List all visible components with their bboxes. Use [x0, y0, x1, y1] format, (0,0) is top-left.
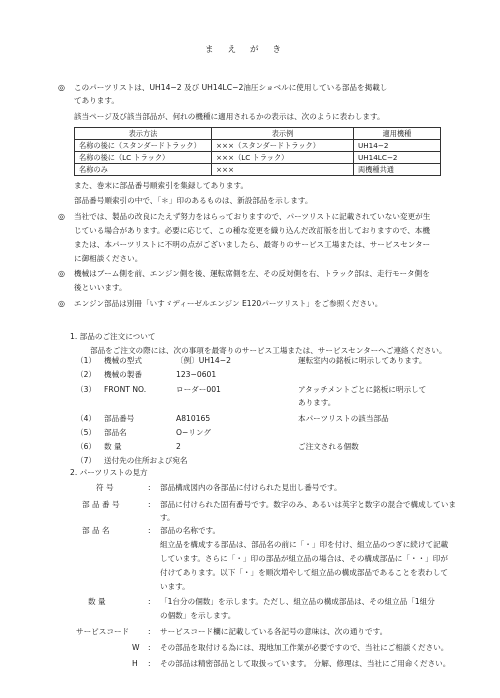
term-text: います。: [160, 582, 190, 591]
term-text: しています。さらに「・」印の部品が組立品の場合は、その構成部品に「・・」印が: [160, 554, 448, 563]
bullet-icon: ◎: [58, 83, 65, 92]
table-row: [75, 164, 441, 176]
order-item-number: （7）: [76, 456, 97, 465]
table-row: [75, 140, 441, 152]
term-label: 部 品 名: [82, 526, 110, 535]
term-label: 数 量: [88, 597, 106, 606]
order-item-label: 機械の製番: [104, 370, 142, 379]
intro-text: てあります。: [74, 96, 119, 105]
order-item-number: （4）: [76, 414, 97, 423]
term-label: W: [132, 643, 140, 652]
term-text: 付けてあります。以下「・」を順次増やして組立品の構成部品であることを表わして: [160, 568, 448, 577]
intro-text: じている場合があります。必要に応じて、この種な変更を織り込んだ改訂版を出しておりますので、本機: [74, 226, 430, 235]
colon: :: [148, 627, 151, 636]
table-header: 適用機種: [354, 128, 441, 140]
order-item-number: （6）: [76, 442, 97, 451]
order-item-label: 部品番号: [104, 414, 135, 423]
table-cell: ×××（LC トラック）: [212, 152, 354, 164]
order-item-note: 運転室内の銘板に明示してあります。: [298, 356, 427, 365]
order-item-value: ローダー001: [176, 385, 221, 394]
term-label: サービスコード: [76, 627, 130, 636]
table-cell: UH14−2: [354, 140, 441, 152]
term-text: その部品は精密部品として取扱っています。 分解、修理は、当社にご用命ください。: [160, 659, 451, 668]
bullet-icon: ◎: [58, 269, 65, 278]
colon: :: [148, 659, 151, 668]
order-item-number: （2）: [76, 370, 97, 379]
intro-text: また、巻末に部品番号順索引を集録してあります。: [74, 181, 249, 190]
order-item-note: 本パーツリストの該当部品: [298, 414, 389, 423]
term-text: サービスコード欄に記載している各記号の意味は、次の通りです。: [160, 627, 388, 636]
page-title: まえがき: [204, 45, 295, 55]
intro-text: または、本パーツリストに不明の点がございましたら、最寄りのサービス工場または、サービスセンター: [74, 240, 431, 249]
table-cell: 名称のみ: [75, 164, 212, 176]
table-cell: 名称の後に（スタンダードトラック）: [75, 140, 212, 152]
intro-text: に御相談ください。: [74, 254, 143, 263]
order-item-label: 機械の型式: [104, 356, 142, 365]
term-text: 「1台分の個数」を示します。ただし、組立品の構成部品は、その組立品「1組分: [160, 597, 435, 606]
order-item-value: 〔例〕UH14−2: [176, 356, 231, 365]
table-cell: ×××（スタンダードトラック）: [212, 140, 354, 152]
section-text: 部品をご注文の際には、次の事項を最寄りのサービス工場または、サービスセンターへご連絡ください。: [90, 346, 447, 355]
intro-text: エンジン部品は別冊「いすゞディーゼルエンジン E120パーツリスト」をご参照ください。: [74, 299, 383, 308]
order-item-value: A810165: [176, 414, 211, 423]
table-cell: UH14LC−2: [354, 152, 441, 164]
intro-text: 機械はブーム側を前、エンジン側を後、運転席側を左、その反対側を右、トラック部は、走行モータ側を: [74, 269, 430, 278]
section-heading: 1. 部品のご注文について: [70, 332, 156, 341]
term-label: H: [132, 659, 138, 668]
order-item-value: 2: [176, 442, 181, 451]
intro-text: 当社では、製品の改良にたえず努力をはらっておりますので、パーツリストに記載されていない変更が生: [74, 212, 431, 221]
order-item-note: ご注文される個数: [298, 442, 359, 451]
table-cell: 両機種共通: [354, 164, 441, 176]
term-text: 組立品を構成する部品は、部品名の前に「・」印を付け、組立品のつぎに続けて記載: [160, 540, 449, 549]
colon: :: [148, 643, 151, 652]
bullet-icon: ◎: [58, 212, 65, 221]
table-header: 表示例: [212, 128, 354, 140]
order-item-number: （5）: [76, 428, 97, 437]
order-item-number: （1）: [76, 356, 97, 365]
order-item-note: あります。: [298, 398, 336, 407]
table-cell: 名称の後に（LC トラック）: [75, 152, 212, 164]
intro-text: このパーツリストは、UH14−2 及び UH14LC−2油圧ショベルに使用している部品を掲載し: [74, 83, 388, 92]
table-cell: ×××: [212, 164, 354, 176]
colon: :: [148, 526, 151, 535]
term-text: その部品を取付ける為には、現地加工作業が必要ですので、当社にご相談ください。: [160, 643, 449, 652]
intro-text: 部品番号順索引の中で、「＊」印のあるものは、新設部品を示します。: [74, 196, 313, 205]
order-item-label: FRONT NO.: [104, 385, 147, 394]
order-item-note: アタッチメントごとに銘板に明示して: [298, 385, 427, 394]
colon: :: [148, 500, 151, 509]
term-label: 部 品 番 号: [82, 500, 120, 509]
order-item-label: 部品名: [104, 428, 127, 437]
term-text: 部品に付けられた固有番号です。数字のみ、あるいは英字と数字の混合で構成していま: [160, 500, 456, 509]
table-header: 表示方法: [75, 128, 212, 140]
order-item-label: 送付先の住所および宛名: [104, 456, 188, 465]
table-header-row: [75, 128, 441, 140]
colon: :: [148, 483, 151, 492]
order-item-value: O−リング: [176, 428, 211, 437]
order-item-number: （3）: [76, 385, 97, 394]
term-text: 部品構成図内の各部品に付けられた見出し番号です。: [160, 483, 342, 492]
colon: :: [148, 597, 151, 606]
term-text: の個数」を示します。: [160, 611, 236, 620]
table-row: [75, 152, 441, 164]
term-text: す。: [160, 513, 175, 522]
term-label: 符 号: [96, 483, 114, 492]
intro-text: 後といいます。: [74, 283, 127, 292]
order-item-label: 数 量: [104, 442, 122, 451]
bullet-icon: ◎: [58, 299, 65, 308]
intro-text: 該当ページ及び該当部品が、何れの機種に適用されるかの表示は、次のように表わします。: [74, 112, 385, 121]
section-heading: 2. パーツリストの見方: [70, 468, 148, 477]
applicability-table: [74, 127, 441, 176]
term-text: 部品の名称です。: [160, 526, 221, 535]
order-item-value: 123−0601: [176, 370, 217, 379]
